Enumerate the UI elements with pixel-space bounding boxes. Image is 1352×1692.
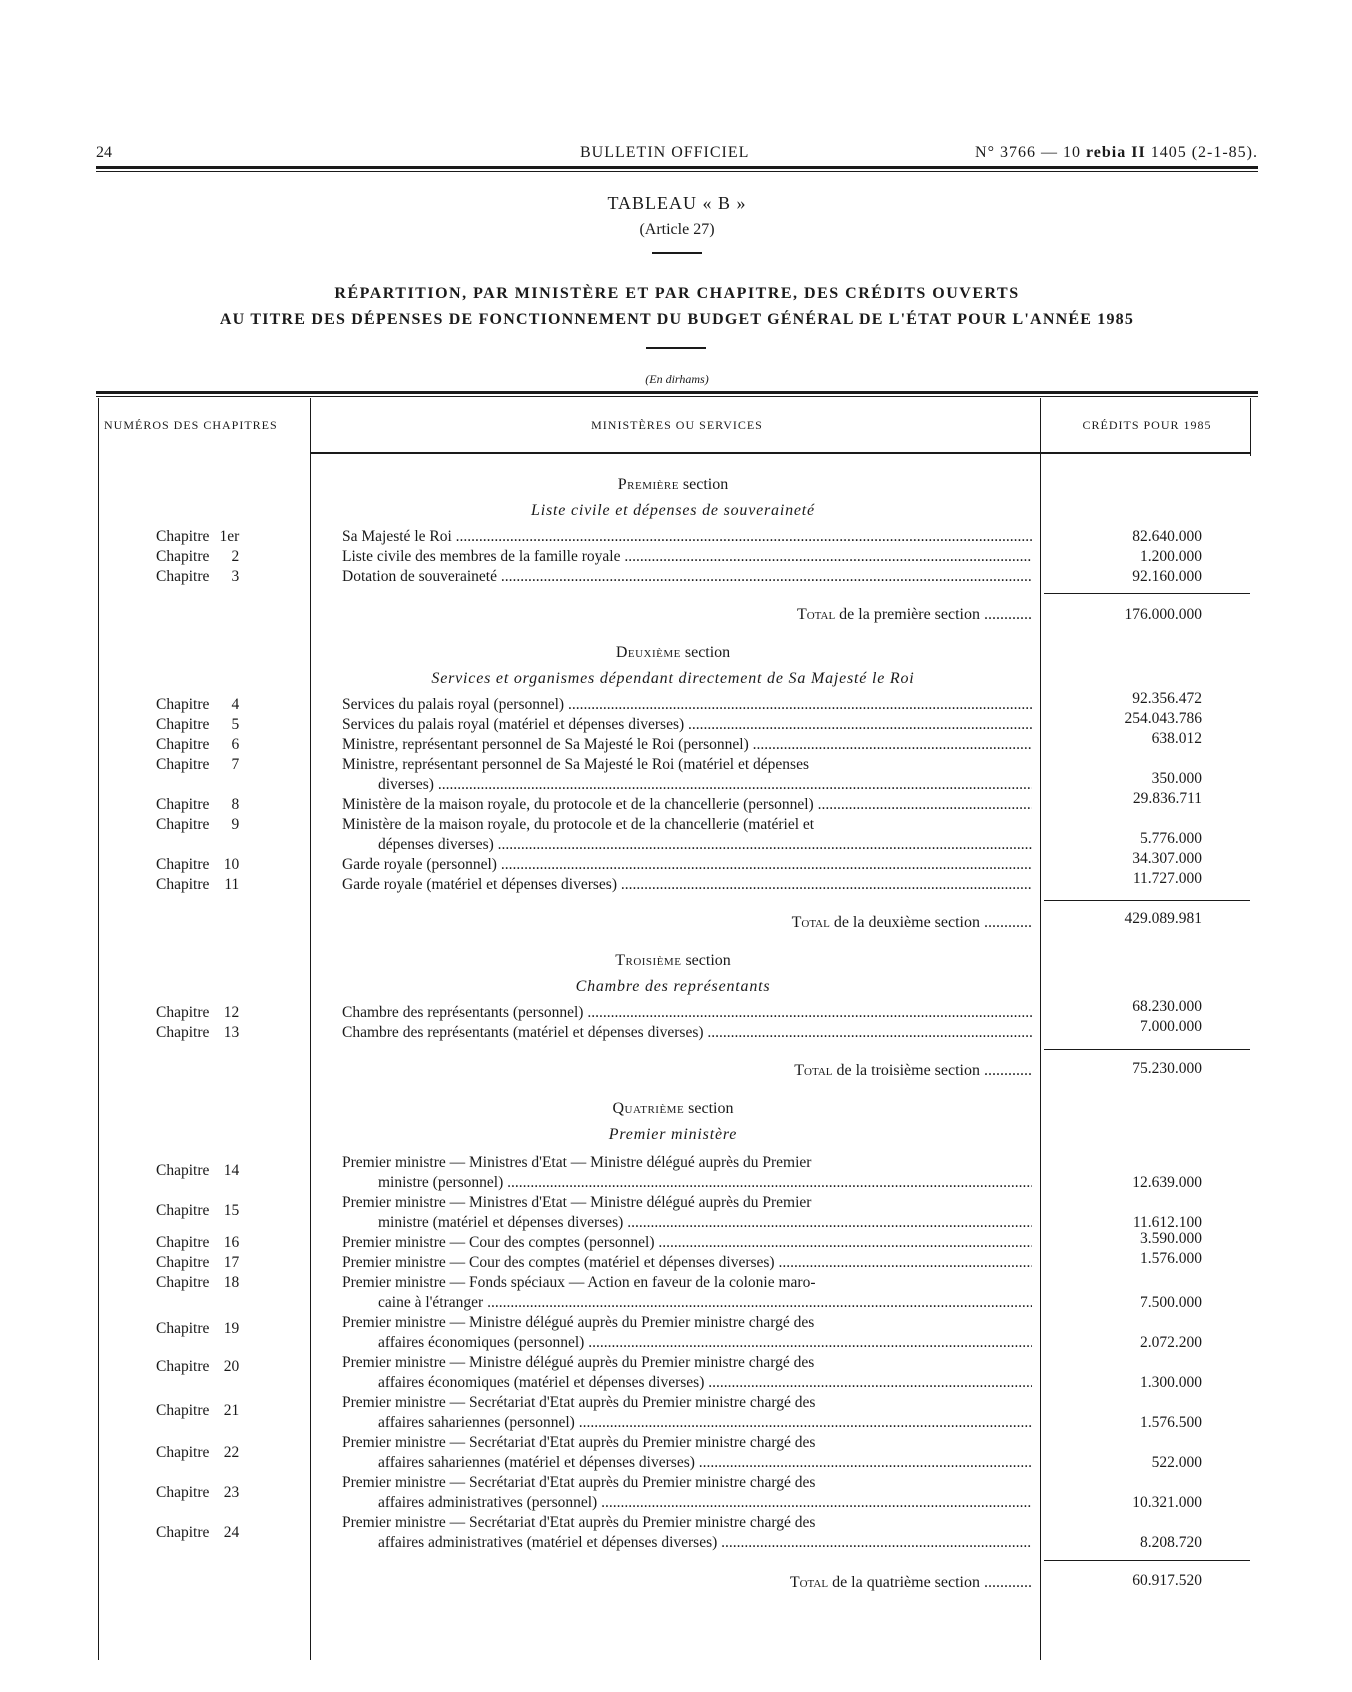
chapter-number: Chapitre 9 (156, 816, 240, 833)
sum-rule (1044, 1049, 1250, 1050)
row-label-continuation: ministre (personnel) ..... (378, 1174, 1032, 1192)
header-bottom-rule (310, 452, 1251, 454)
table-row-continuation (0, 1174, 1352, 1194)
table-row (0, 1514, 1352, 1541)
row-amount: 7.000.000 (1140, 1018, 1202, 1035)
section-subtitle: Liste civile et dépenses de souveraineté (531, 502, 815, 519)
main-title-line-2: AU TITRE DES DÉPENSES DE FONCTIONNEMENT DU BUDGET GÉNÉRAL DE L'ÉTAT POUR L'ANNÉE 1985 (219, 311, 1135, 328)
issue-number: 3766 (999, 144, 1036, 161)
chapter-number: Chapitre 16 (156, 1234, 240, 1251)
row-amount: 68.230.000 (1132, 998, 1202, 1015)
row-amount: 522.000 (1151, 1454, 1202, 1471)
table-row (0, 548, 1352, 568)
table-row (0, 1474, 1352, 1501)
row-amount: 11.612.100 (1132, 1214, 1202, 1231)
chapter-number: Chapitre 4 (156, 696, 240, 713)
row-label: Ministre, représentant personnel de Sa Majesté le Roi (matériel et dépenses (342, 756, 809, 773)
issue-year: 1405 (1150, 144, 1187, 161)
section-title: Troisième section (615, 952, 731, 969)
row-label-continuation: affaires économiques (personnel) ..... (378, 1334, 1032, 1352)
chapter-number: Chapitre 21 (156, 1402, 240, 1419)
chapter-number: Chapitre 12 (156, 1004, 240, 1021)
chapter-number: Chapitre 1er (156, 528, 240, 545)
table-row (0, 1194, 1352, 1219)
chapter-number: Chapitre 18 (156, 1274, 240, 1291)
table-row (0, 528, 1352, 548)
tableau-title: TABLEAU « B » (607, 193, 747, 213)
row-label: Ministre, représentant personnel de Sa Majesté le Roi (personnel) ..... (342, 736, 1032, 754)
row-label: Premier ministre — Ministres d'Etat — Ministre délégué auprès du Premier (342, 1154, 812, 1171)
row-label: Premier ministre — Secrétariat d'Etat auprès du Premier ministre chargé des (342, 1514, 816, 1531)
row-label: Chambre des représentants (personnel) ..... (342, 1004, 1032, 1022)
chapter-number: Chapitre 19 (156, 1320, 240, 1337)
row-label-continuation: ministre (matériel et dépenses diverses) ..... (378, 1214, 1032, 1232)
row-label: Sa Majesté le Roi ..... (342, 528, 1032, 546)
main-title-line-1: RÉPARTITION, PAR MINISTÈRE ET PAR CHAPITRE, DES CRÉDITS OUVERTS (334, 285, 1020, 302)
row-label-continuation: affaires sahariennes (personnel) ..... (378, 1414, 1032, 1432)
row-label: Premier ministre — Ministre délégué auprès du Premier ministre chargé des (342, 1314, 815, 1331)
table-row (0, 730, 1352, 756)
table-row (0, 870, 1352, 896)
section-total: Total de la deuxième section ............ (791, 914, 1032, 931)
table-row-continuation (0, 1414, 1352, 1434)
chapter-number: Chapitre 2 (156, 548, 240, 565)
row-label: Premier ministre — Cour des comptes (matériel et dépenses diverses) ..... (342, 1254, 1032, 1272)
section-total: Total de la quatrième section ............ (789, 1574, 1032, 1591)
row-label: Garde royale (personnel) ..... (342, 856, 1032, 874)
issue-reference (975, 144, 1258, 162)
table-row (0, 1018, 1352, 1044)
table-row (0, 1250, 1352, 1274)
chapter-number: Chapitre 15 (156, 1202, 240, 1219)
table-right-border (1250, 398, 1251, 456)
table-row (0, 568, 1352, 588)
article-reference: (Article 27) (639, 221, 715, 238)
table-row-continuation (0, 1494, 1352, 1514)
table-row-continuation (0, 1454, 1352, 1474)
section-subtitle: Services et organismes dépendant directement de Sa Majesté le Roi (431, 670, 915, 687)
table-row (0, 1274, 1352, 1294)
chapter-number: Chapitre 22 (156, 1444, 240, 1461)
row-label-continuation: dépenses diverses) ..... (378, 836, 1032, 854)
row-label: Premier ministre — Ministres d'Etat — Ministre délégué auprès du Premier (342, 1194, 812, 1211)
row-label: Services du palais royal (matériel et dépenses diverses) ..... (342, 716, 1032, 734)
row-amount: 29.836.711 (1132, 790, 1202, 807)
issue-day: 10 (1062, 144, 1081, 161)
chapter-number: Chapitre 14 (156, 1162, 240, 1179)
row-amount: 638.012 (1151, 730, 1202, 747)
row-label-continuation: affaires administratives (personnel) ..... (378, 1494, 1032, 1512)
row-amount: 92.356.472 (1132, 690, 1202, 707)
row-label: Liste civile des membres de la famille royale ..... (342, 548, 1032, 566)
row-amount: 92.160.000 (1132, 568, 1202, 585)
row-amount: 1.200.000 (1140, 548, 1202, 565)
row-amount: 7.500.000 (1140, 1294, 1202, 1311)
table-row-continuation (0, 1534, 1352, 1554)
chapter-number: Chapitre 23 (156, 1484, 240, 1501)
section-total-amount: 429.089.981 (1124, 910, 1202, 927)
row-label: Chambre des représentants (matériel et dépenses diverses) ..... (342, 1024, 1032, 1042)
row-amount: 254.043.786 (1124, 710, 1202, 727)
section-total: Total de la première section ............ (796, 606, 1032, 623)
chapter-number: Chapitre 11 (156, 876, 240, 893)
row-amount: 10.321.000 (1132, 1494, 1202, 1511)
section-total-amount: 176.000.000 (1124, 606, 1202, 623)
issue-separator: — (1040, 144, 1058, 161)
row-amount: 350.000 (1151, 770, 1202, 787)
sum-rule (1044, 900, 1250, 901)
row-label: Premier ministre — Cour des comptes (personnel) ..... (342, 1234, 1032, 1252)
title-divider (652, 252, 702, 254)
row-amount: 2.072.200 (1140, 1334, 1202, 1351)
section-total-amount: 60.917.520 (1132, 1572, 1202, 1589)
main-title-divider (646, 347, 706, 349)
chapter-number: Chapitre 7 (156, 756, 240, 773)
issue-gregorian-date: (2-1-85). (1191, 144, 1258, 161)
issue-no-prefix: N° (975, 144, 995, 161)
row-amount: 8.208.720 (1140, 1534, 1202, 1551)
chapter-number: Chapitre 3 (156, 568, 240, 585)
row-amount: 1.576.000 (1140, 1250, 1202, 1267)
row-amount: 1.576.500 (1140, 1414, 1202, 1431)
row-amount: 3.590.000 (1140, 1230, 1202, 1247)
table-row (0, 1434, 1352, 1461)
table-row-continuation (0, 1374, 1352, 1394)
section-total: Total de la troisième section ............ (794, 1062, 1032, 1079)
row-label: Dotation de souveraineté ..... (342, 568, 1032, 586)
row-label: Premier ministre — Secrétariat d'Etat auprès du Premier ministre chargé des (342, 1474, 816, 1491)
row-amount: 5.776.000 (1140, 830, 1202, 847)
header-rule (96, 166, 1258, 169)
section-total-amount: 75.230.000 (1132, 1060, 1202, 1077)
row-label: Garde royale (matériel et dépenses diverses) ..... (342, 876, 1032, 894)
table-row (0, 1314, 1352, 1337)
section-subtitle: Chambre des représentants (575, 978, 771, 995)
table-row (0, 790, 1352, 816)
row-label: Ministère de la maison royale, du protocole et de la chancellerie (personnel) ..... (342, 796, 1032, 814)
row-label: Ministère de la maison royale, du protocole et de la chancellerie (matériel et (342, 816, 815, 833)
table-row-continuation (0, 1294, 1352, 1314)
table-top-rule-thin (96, 396, 1258, 397)
column-header-chapters: NUMÉROS DES CHAPITRES (104, 418, 278, 432)
row-amount: 82.640.000 (1132, 528, 1202, 545)
bulletin-title: BULLETIN OFFICIEL (580, 144, 750, 161)
chapter-number: Chapitre 10 (156, 856, 240, 873)
row-label-continuation: affaires économiques (matériel et dépenses diverses) ..... (378, 1374, 1032, 1392)
row-label-continuation: affaires administratives (matériel et dépenses diverses) ..... (378, 1534, 1032, 1552)
section-title: Quatrième section (612, 1100, 734, 1117)
row-amount: 11.727.000 (1132, 870, 1202, 887)
section-title: Première section (617, 476, 729, 493)
table-row (0, 1354, 1352, 1374)
table-row (0, 1154, 1352, 1179)
section-title: Deuxième section (615, 644, 731, 661)
row-label: Premier ministre — Secrétariat d'Etat auprès du Premier ministre chargé des (342, 1434, 816, 1451)
row-label: Premier ministre — Fonds spéciaux — Action en faveur de la colonie maro- (342, 1274, 816, 1291)
section-subtitle: Premier ministère (608, 1126, 738, 1143)
row-label-continuation: caine à l'étranger ..... (378, 1294, 1032, 1312)
header-rule-thin (96, 171, 1258, 172)
column-header-credits: CRÉDITS POUR 1985 (1082, 418, 1212, 432)
chapter-number: Chapitre 17 (156, 1254, 240, 1271)
chapter-number: Chapitre 20 (156, 1358, 240, 1375)
row-amount: 1.300.000 (1140, 1374, 1202, 1391)
chapter-number: Chapitre 13 (156, 1024, 240, 1041)
column-header-ministries: MINISTÈRES OU SERVICES (591, 418, 763, 432)
row-amount: 34.307.000 (1132, 850, 1202, 867)
chapter-number: Chapitre 8 (156, 796, 240, 813)
page-number: 24 (96, 144, 112, 161)
row-label-continuation: affaires sahariennes (matériel et dépenses diverses) ..... (378, 1454, 1032, 1472)
chapter-number: Chapitre 6 (156, 736, 240, 753)
sum-rule (1044, 593, 1250, 594)
row-label: Premier ministre — Ministre délégué auprès du Premier ministre chargé des (342, 1354, 815, 1371)
unit-note: (En dirhams) (645, 372, 709, 386)
chapter-number: Chapitre 24 (156, 1524, 240, 1541)
row-amount: 12.639.000 (1132, 1174, 1202, 1191)
chapter-number: Chapitre 5 (156, 716, 240, 733)
table-row-continuation (0, 1334, 1352, 1354)
issue-month: rebia II (1085, 144, 1146, 161)
row-label: Premier ministre — Secrétariat d'Etat auprès du Premier ministre chargé des (342, 1394, 816, 1411)
row-label-continuation: diverses) ..... (378, 776, 1032, 794)
table-row (0, 1394, 1352, 1419)
sum-rule (1044, 1560, 1250, 1561)
row-label: Services du palais royal (personnel) ..... (342, 696, 1032, 714)
table-top-rule (96, 391, 1258, 394)
